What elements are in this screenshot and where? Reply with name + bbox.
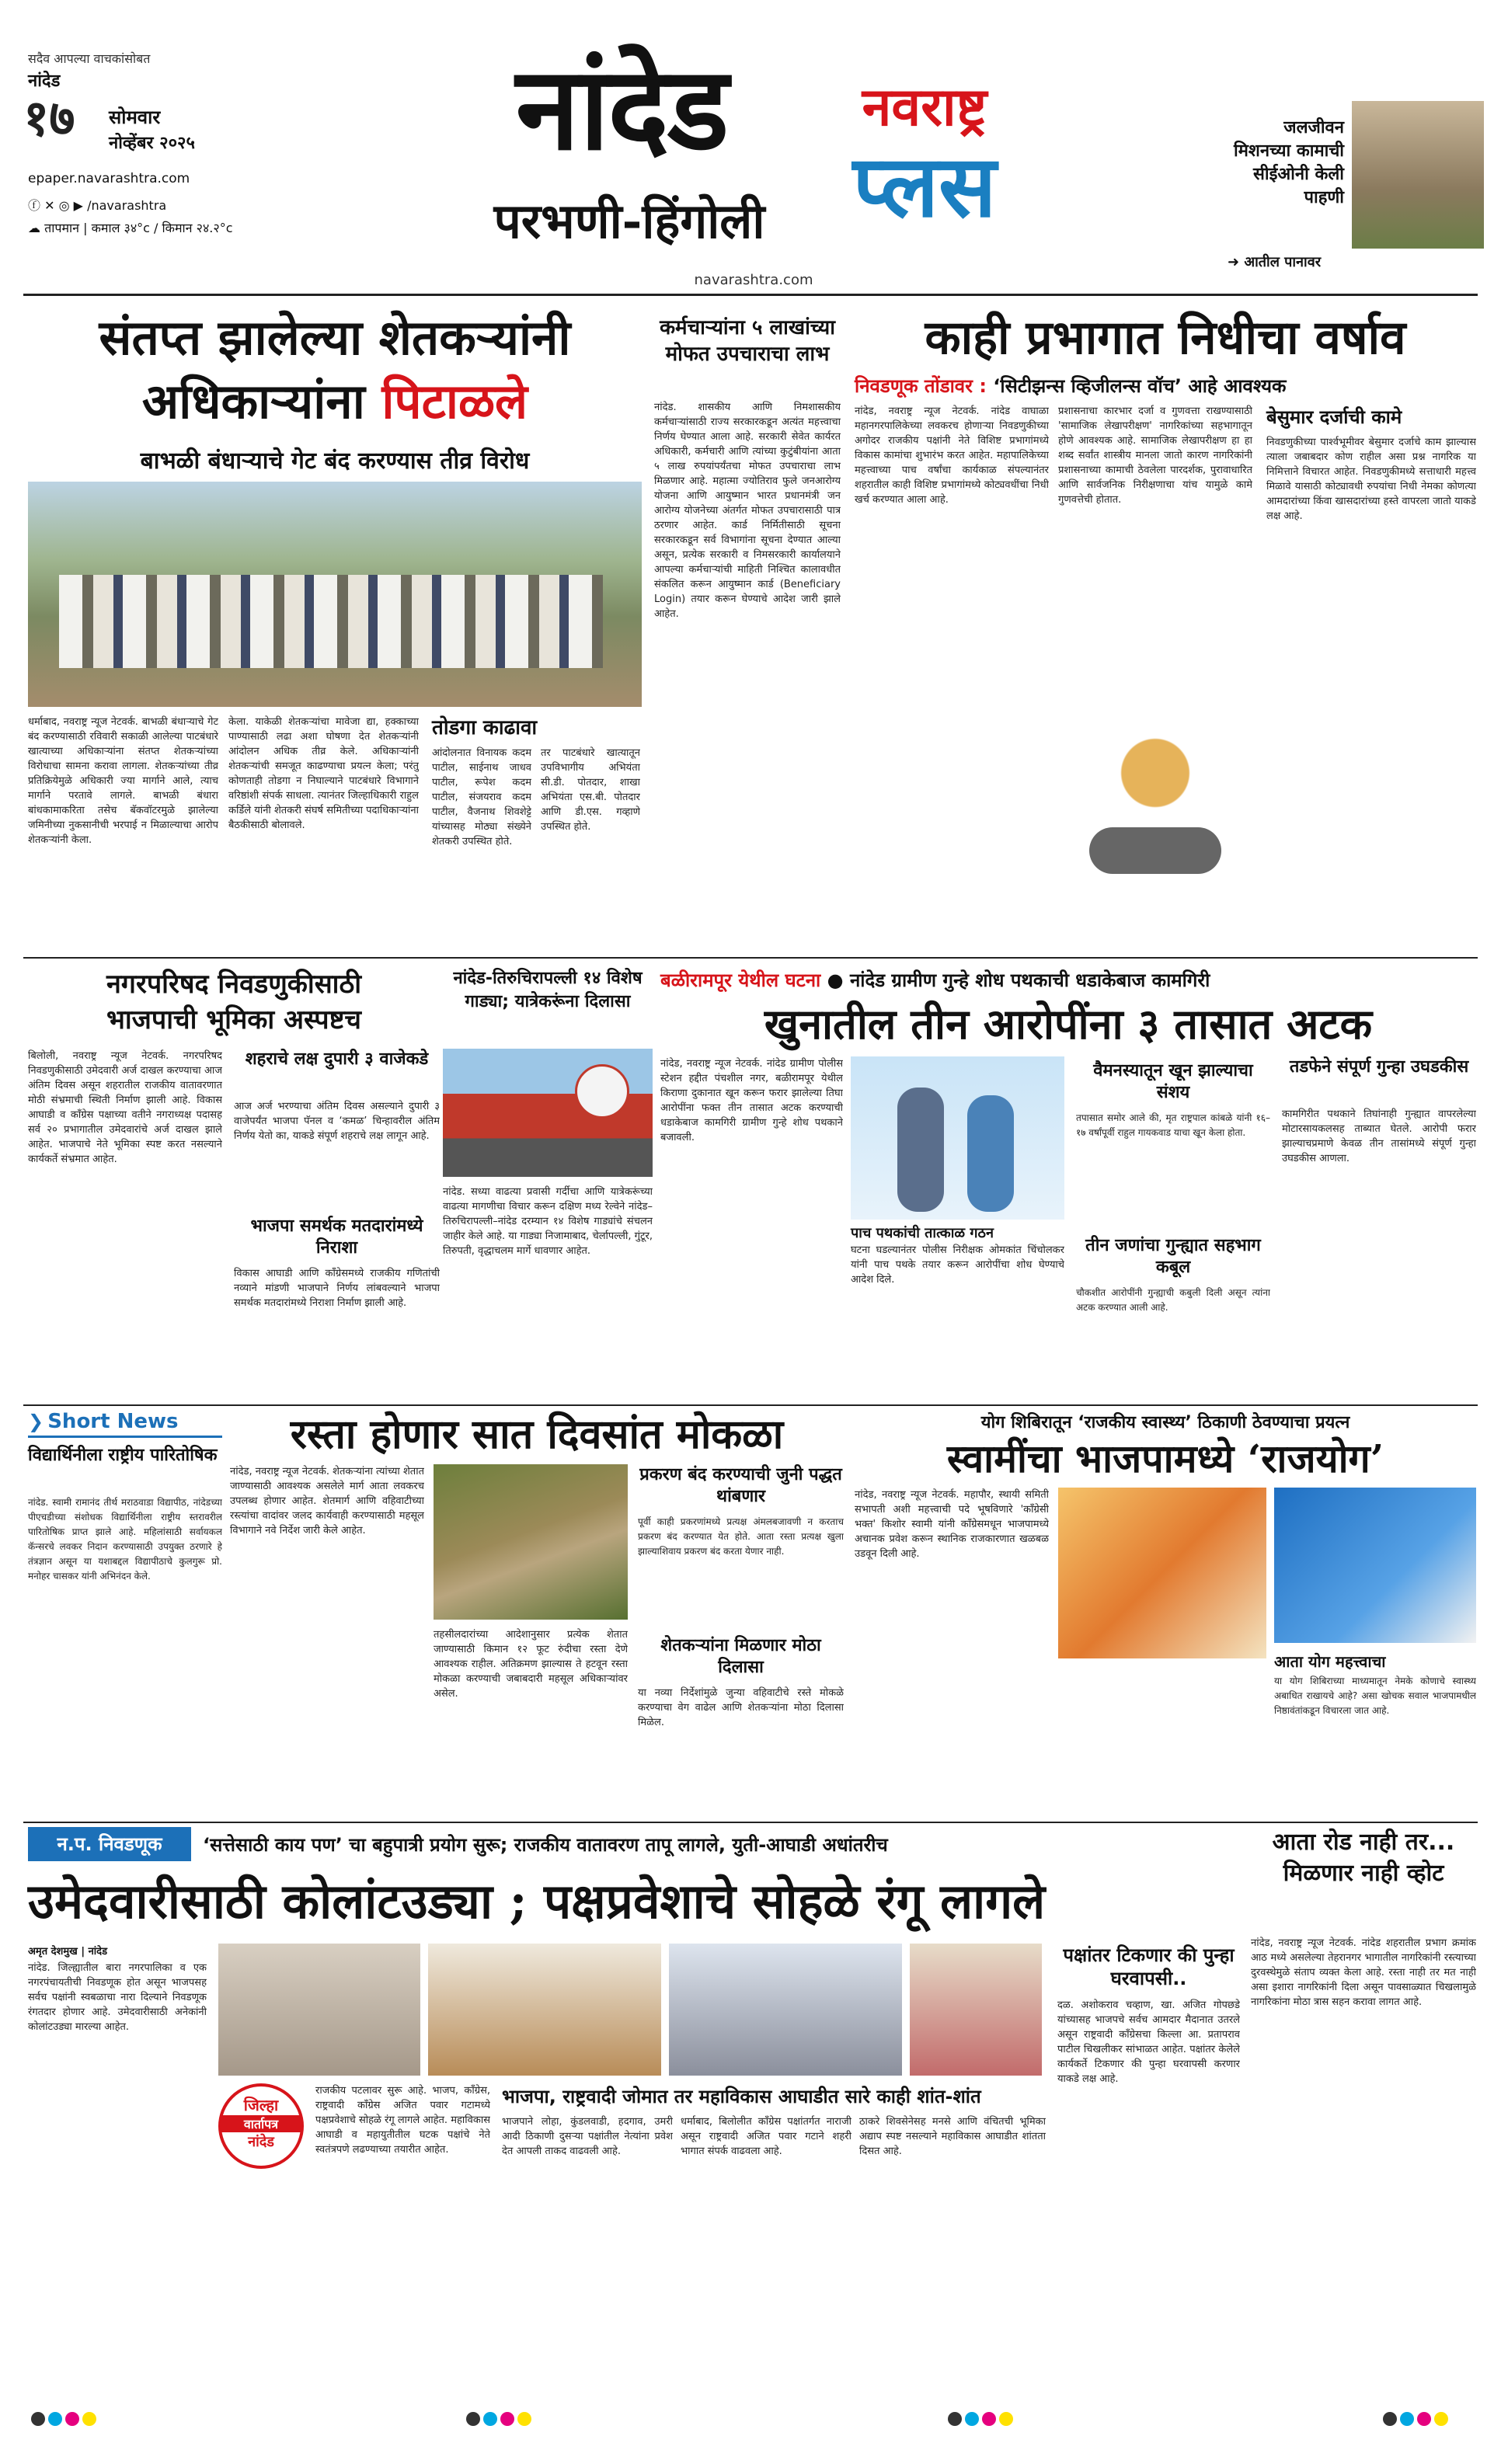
story-road-clearance — [230, 1410, 844, 1818]
weather-strip — [28, 219, 233, 236]
story-bjp-role — [28, 967, 440, 1402]
story3-kicker-text: ‘सिटीझन्स व्हिजीलन्स वॉच’ आहे आवश्यक — [993, 375, 1287, 397]
youtube-icon[interactable]: ▶ — [73, 198, 83, 213]
masthead-tagline: सदैव आपल्या वाचकांसोबत — [28, 51, 151, 66]
reg-mark — [483, 2412, 497, 2426]
story7-box2-body: या नव्या निर्देशांमुळे जुन्या वहिवाटीचे रस्ते मोकळे करण्याचा वेग वाढेल आणि शेतकऱ्यांना मोठा दिलासा मिळेल. — [638, 1687, 844, 1728]
reg-mark — [1417, 2412, 1431, 2426]
story2-headline: कर्मचाऱ्यांना ५ लाखांच्या मोफत उपचाराचा लाभ — [660, 316, 835, 366]
short-news-title: विद्यार्थिनीला राष्ट्रीय पारितोषिक — [28, 1446, 218, 1465]
registration-marks — [0, 2404, 1501, 2435]
masthead-rule — [23, 294, 1478, 296]
story1-headline-red: पिटाळले — [381, 373, 528, 430]
story9-sub-col2: धर्माबाद, बिलोलीत काँग्रेस पक्षांतर्गत नाराजी असून राष्ट्रवादी अजित पवार गटाने शहरी भागात संपर्क वाढवला आहे. — [681, 2116, 851, 2157]
reg-mark — [466, 2412, 480, 2426]
story1-box-title: तोडगा काढावा — [432, 716, 538, 740]
date-number: १७ — [23, 90, 75, 148]
story7-body-col1: नांदेड, नवराष्ट्र न्यूज नेटवर्क. शेतकऱ्यांना त्यांच्या शेतात जाण्यासाठी आवश्यक असलेले मार्ग आता लवकरच उपलब्ध होणार आहेत. शेतमार्ग आणि वहिवाटीच्या रस्त्यांचा वादांवर जलद कार्यवाही करण्यासाठी महसूल विभागाने नवे निर्देश जारी केले आहेत. — [230, 1466, 424, 1537]
story8-yoga-photo — [1058, 1488, 1266, 1658]
paper-subtitle: परभणी-हिंगोली — [493, 193, 765, 249]
day-name: सोमवार — [109, 106, 161, 128]
story8-side-body: या योग शिबिराच्या माध्यमातून नेमके कोणाचे स्वास्थ्य अबाधित राखायचे आहे? असा खोचक सवाल भाजपामधील निष्ठावंतांकडून विचारला जात आहे. — [1274, 1676, 1476, 1716]
story5-headline: नांदेड-तिरुचिरापल्ली १४ विशेष गाड्या; यात्रेकरूंना दिलासा — [453, 969, 643, 1011]
month-year: नोव्हेंबर २०२५ — [109, 134, 195, 153]
story1-headline-line2 — [28, 371, 642, 433]
reg-mark — [982, 2412, 996, 2426]
story5-body: नांदेड. सध्या वाढत्या प्रवासी गर्दीचा आणि यात्रेकरूंच्या वाढत्या मागणीचा विचार करून दक्षिण मध्य रेल्वेने नांदेड–तिरुचिरापल्ली–नांदेड दरम्यान १४ विशेष गाड्यांचे संचलन जाहीर केले आहे. या गाड्या निजामाबाद, चेर्लापल्ली, गुंटूर, तिरुपती, वृद्धाचलम मार्गे धावणार आहेत. — [443, 1186, 653, 1257]
story3-headline: काही प्रभागात निधीचा वर्षाव — [925, 311, 1406, 365]
reg-mark — [517, 2412, 531, 2426]
social-handle: /navarashtra — [87, 198, 167, 213]
story-murder-arrest — [660, 967, 1476, 1402]
story8-side-title: आता योग महत्त्वाचा — [1274, 1652, 1386, 1671]
story3-kicker — [855, 373, 1476, 398]
story6-kicker-red: बळीरामपूर येथील घटना — [660, 969, 821, 991]
story8-leader-photo — [1274, 1488, 1476, 1643]
reg-mark — [31, 2412, 45, 2426]
short-news — [28, 1410, 222, 1818]
story6-side2-title: तीन जणांचा गुन्ह्यात सहभाग कबूल — [1085, 1236, 1261, 1277]
facebook-icon[interactable]: ⓕ — [28, 198, 41, 213]
story3-body-col1: नांदेड, नवराष्ट्र न्यूज नेटवर्क. नांदेड वाघाळा महानगरपालिकेच्या लवकरच होणाऱ्या निवडणुकीच्या अगोदर राजकीय पक्षांनी नेते विशिष्ट प्रभागांमध्ये विकास कामांचा शुभारंभ करत आहेत. महापालिकेच्या महत्त्वाच्या पाच वर्षांचा कार्यकाळ संपल्यानंतर शहरातील काही विशिष्ट प्रभागांमध्ये कोट्यवधींचा निधी खर्च करण्यात आला आहे. — [855, 405, 1049, 506]
story7-box-title: प्रकरण बंद करण्याची जुनी पद्धत थांबणार — [639, 1465, 842, 1506]
story9-label: न.प. निवडणूक — [28, 1827, 191, 1861]
masthead — [0, 0, 1501, 295]
story1-subhead: बाभळी बंधाऱ्याचे गेट बंद करण्यास तीव्र विरोध — [140, 447, 530, 475]
brand-bottom: प्लस — [852, 136, 997, 236]
short-news-body: नांदेड. स्वामी रामानंद तीर्थ मराठवाडा विद्यापीठ, नांदेडच्या पीएचडीच्या संशोधक विद्यार्थिनीला राष्ट्रीय स्तरावरील पारितोषिक प्राप्त झाले आहे. महिलांसाठी सर्वायकल कॅन्सरचे लवकर निदान करण्यासाठी उपयुक्त ठरणारे हे तंत्रज्ञान असून या यशाबद्दल विद्यापीठाचे कुलगुरू प्रो. मनोहर चासकर यांनी अभिनंदन केले. — [28, 1497, 222, 1582]
story9-side-title: पक्षांतर टिकणार की पुन्हा घरवापसी.. — [1063, 1944, 1235, 1989]
chevron-right-icon: ❯ — [28, 1411, 44, 1432]
story3-illustration — [1058, 695, 1252, 889]
story6-box-title: पाच पथकांची तात्काळ गठन — [851, 1225, 994, 1241]
story8-headline: स्वामींचा भाजपामध्ये ‘राजयोग’ — [946, 1436, 1384, 1481]
bullet-icon: ● — [827, 969, 844, 991]
district-stamp — [218, 2083, 304, 2169]
reg-mark — [500, 2412, 514, 2426]
paper-title: नांदेड — [515, 40, 728, 176]
story7-body-col2: तहसीलदारांच्या आदेशानुसार प्रत्येक शेतात जाण्यासाठी किमान १२ फूट रुंदीचा रस्ता देणे आवश्यक राहील. अतिक्रमण झाल्यास ते हटवून रस्ता मोकळा करण्याची जबाबदारी महसूल अधिकाऱ्यांवर असेल. — [434, 1629, 628, 1700]
story1-headline-black: अधिकाऱ्यांना — [141, 373, 365, 430]
story-farmers-protest — [28, 307, 642, 967]
story-special-trains — [443, 967, 653, 1402]
teaser-text: जलजीवन मिशनच्या कामाची सीईओनी केली पाहणी — [1234, 118, 1344, 207]
story6-side3-title: तडफेने संपूर्ण गुन्हा उघडकीस — [1289, 1057, 1469, 1077]
story6-side3-body: कामगिरीत पथकाने तिघांनाही गुन्ह्यात वापरलेल्या मोटारसायकलसह ताब्यात घेतले. आरोपी फरार झाल्याचप्रमाणे केवळ तीन तासांमध्ये संपूर्ण गुन्हा उघडकीस आणला. — [1282, 1108, 1476, 1164]
instagram-icon[interactable]: ◎ — [58, 198, 70, 213]
story3-side-head: बेसुमार दर्जाची कामे — [1266, 406, 1402, 428]
section-rule-3 — [23, 1822, 1478, 1823]
story6-kicker — [660, 967, 1476, 993]
story9-photo3 — [669, 1944, 902, 2076]
section-rule-1 — [23, 957, 1478, 959]
reg-mark — [948, 2412, 962, 2426]
section-rule-2 — [23, 1404, 1478, 1406]
stamp-bottom: नांदेड — [248, 2134, 274, 2150]
story7-box2-title: शेतकऱ्यांना मिळणार मोठा दिलासा — [660, 1636, 821, 1677]
story-defections — [28, 1827, 1240, 2386]
story3-body-col2: प्रशासनाचा कारभार दर्जा व गुणवत्ता राखण्यासाठी 'सामाजिक लेखापरीक्षण' नागरिकांच्या सहभागातून होणे आवश्यक आहे. सामाजिक लेखापरीक्षण हा हा शब्द सर्वांत शास्त्रीय मानला जातो कारण नागरिकांनी प्रशासनाच्या कामाची ठेवलेला पारदर्शक, पुरावाधारित आणि सार्वजनिक निरीक्षणाचा यांच यामुळे कामे गुणवत्तेची होतात. — [1058, 405, 1252, 506]
story9-byline: अमृत देशमुख | नांदेड — [28, 1946, 108, 1958]
masthead-city: नांदेड — [28, 71, 61, 91]
reg-mark — [1400, 2412, 1414, 2426]
story1-box-col2: तर पाटबंधारे खात्यातून उपविभागीय अभियंता सी.डी. पोतदार, शाखा अभियंता एस.बी. पोतदार आणि डी.एस. गव्हाणे उपस्थित होते. — [541, 747, 640, 833]
story6-box-body: घटना घडल्यानंतर पोलीस निरीक्षक ओमकांत चिंचोलकर यांनी पाच पथके तयार करून आरोपींचा शोध घेण्याचे आदेश दिले. — [851, 1244, 1064, 1286]
story1-body-col2: केला. याकेळी शेतकऱ्यांचा मावेजा द्या, हक्काच्या पाण्यासाठी लढा अशा घोषणा देत शेतकऱ्यांनी आंदोलन अधिक तीव्र केले. अधिकाऱ्यांनी शेतकऱ्यांची समजूत काढण्याचा प्रयत्न केला; परंतु कोणताही तोडगा न निघाल्याने पाटबंधारे विभागाने वरिष्ठांशी संपर्क साधला. त्यानंतर जिल्हाधिकारी राहुल कर्डिले यांनी शेतकरी संघर्ष समितीच्या पदाधिकाऱ्यांना बैठकीसाठी बोलावले. — [228, 716, 419, 831]
reg-mark — [999, 2412, 1013, 2426]
story4-headline-line1: नगरपरिषद निवडणुकीसाठी — [106, 969, 362, 1000]
story7-box-body: पूर्वी काही प्रकरणांमध्ये प्रत्यक्ष अंमलबजावणी न करताच प्रकरण बंद करण्यात येत होते. आता रस्ता प्रत्यक्ष खुला झाल्याशिवाय प्रकरण बंद करता येणार नाही. — [638, 1516, 844, 1557]
stamp-top: जिल्हा — [243, 2096, 279, 2114]
stamp-mid: वार्तापत्र — [221, 2115, 301, 2132]
reg-mark — [1383, 2412, 1397, 2426]
teaser-link-label: आतील पानावर — [1244, 254, 1322, 270]
story1-headline-line1: संतप्त झालेल्या शेतकऱ्यांनी — [99, 309, 571, 366]
story-no-road-no-vote — [1251, 1827, 1476, 2386]
story9-photo4 — [910, 1944, 1042, 2076]
story7-road-photo — [434, 1464, 628, 1620]
story4-sub2-body: विकास आघाडी आणि काँग्रेसमध्ये राजकीय गणितांची नव्याने मांडणी भाजपाने निर्णय लांबवल्याने भाजपा समर्थक मतदारांमध्ये निराशा निर्माण झाली आहे. — [234, 1268, 440, 1309]
reg-mark — [65, 2412, 79, 2426]
website-url[interactable]: navarashtra.com — [694, 272, 813, 288]
weather-icon: ☁ — [28, 221, 40, 235]
social-icons — [28, 196, 166, 214]
story6-body: नांदेड, नवराष्ट्र न्यूज नेटवर्क. नांदेड ग्रामीण पोलीस स्टेशन हद्दीत पंचशील नगर, बळीरामपूर येथील किराणा दुकानात खून करून फरार झालेल्या तिघा आरोपींना फक्त तीन तासात अटक करण्याची धडाकेबाज कामगिरी ग्रामीण गुन्हे शोध पथकाने बजावली. — [660, 1058, 843, 1143]
story4-headline-line2: भाजपाची भूमिका अस्पष्टच — [106, 1004, 362, 1035]
story1-photo — [28, 482, 642, 707]
story2-body: नांदेड. शासकीय आणि निमशासकीय कर्मचाऱ्यांसाठी राज्य सरकारकडून अत्यंत महत्त्वाचा निर्णय घेण्यात आला आहे. सरकारी सेवेत कार्यरत अधिकारी, कर्मचारी आणि त्यांच्या कुटुंबीयांना आता ५ लाख रुपयांपर्यंतचा मोफत उपचाराचा लाभ मिळणार आहे. महात्मा ज्योतिराव फुले जनआरोग्य योजना आणि आयुष्मान भारत प्रधानमंत्री जन आरोग्य योजनेच्या अंतर्गत मोफत उपचारासाठी पात्र ठरणार आहेत. कार्ड निर्मितीसाठी सूचना सरकारकडून सर्व विभागांना सूचना देण्यात आल्या असून, प्रत्येक सरकारी व निमसरकारी कार्यालयाने आपल्या कर्मचाऱ्यांची माहिती निश्चित कालावधीत संकलित करून आयुष्मान कार्ड (Beneficiary Login) तयार करून घेण्याचे आदेश जारी झाले आहेत. — [654, 402, 841, 620]
story1-box-col1: आंदोलनात विनायक कदम पाटील, साईनाथ जाधव पाटील, रूपेश कदम पाटील, संजयराव कदम पाटील, वैजनाथ शिवशेट्टे यांच्यासह मोठ्या संख्येने शेतकरी उपस्थित होते. — [432, 747, 531, 847]
story9-side-body: दळ. अशोकराव चव्हाण, खा. अजित गोपछडे यांच्यासह भाजपचे सर्वच आमदार मैदानात उतरले असून राष्ट्रवादी काँग्रेसचा किल्ला आ. प्रतापराव पाटील चिखलीकर सांभाळत आहेत. पक्षांतर केलेले कार्यकर्ते टिकणार की पुन्हा घरवापसी करणार याकडे लक्ष आहे. — [1057, 1999, 1240, 2085]
story5-train-photo — [443, 1049, 653, 1177]
arrow-icon: ➜ — [1228, 254, 1240, 270]
story6-side2-body: चौकशीत आरोपींनी गुन्ह्याची कबुली दिली असून त्यांना अटक करण्यात आली आहे. — [1076, 1287, 1270, 1313]
story9-kicker: ‘सत्तेसाठी काय पण’ चा बहुपात्री प्रयोग सुरू; राजकीय वातावरण तापू लागले, युती-आघाडी अधांतरीच — [203, 1834, 888, 1856]
story4-sub1-body: आज अर्ज भरण्याचा अंतिम दिवस असल्याने दुपारी ३ वाजेपर्यंत भाजपा पॅनल व ‘कमळ’ चिन्हावरील अंतिम निर्णय येतो का, याकडे संपूर्ण शहराचे लक्ष लागून आहे. — [234, 1101, 440, 1142]
story9-body-col2: राजकीय पटलावर सुरू आहे. भाजप, काँग्रेस, राष्ट्रवादी काँग्रेस अजित पवार गटामध्ये पक्षप्रवेशाचे सोहळे रंगू लागले आहेत. महाविकास आघाडी व महायुतीतील घटक पक्षांचे नेते स्वतंत्रपणे लढण्याच्या तयारीत आहेत. — [315, 2085, 490, 2156]
reg-mark — [1434, 2412, 1448, 2426]
x-icon[interactable]: ✕ — [44, 198, 55, 213]
epaper-url[interactable]: epaper.navarashtra.com — [28, 171, 190, 186]
story6-side1-title: वैमनस्यातून खून झाल्याचा संशय — [1093, 1061, 1253, 1102]
story3-body-col3: निवडणुकीच्या पार्श्वभूमीवर बेसुमार दर्जाचे काम झाल्यास त्याला जबाबदार कोण राहील असा प्रश्न नागरिक या निमित्ताने विचारत आहेत. निवडणुकीमध्ये सत्ताधारी महत्त्व मिळावे यासाठी कोट्यावधी रुपयांचा निधी नेमका कोणत्या आमदारांच्या किंवा खासदारांच्या हस्ते वापरला जातो याकडे लक्ष आहे. — [1266, 437, 1476, 522]
story1-body-col1: धर्माबाद, नवराष्ट्र न्यूज नेटवर्क. बाभळी बंधाऱ्याचे गेट बंद करण्यासाठी रविवारी सकाळी आलेल्या पाटबंधारे खात्याच्या अधिकाऱ्यांना संतप्त शेतकऱ्यांच्या विरोधाचा सामना करावा लागला. शेतकऱ्यांच्या तीव्र प्रतिक्रियेमुळे अधिकारी ज्या मार्गाने आले, त्याच मार्गाने परतावे लागले. बाभळी बंधारा बांधकामाकरिता तसेच बॅकवॉटरमुळे झालेल्या जमिनीच्या नुकसानीची भरपाई न मिळाल्याचा आरोप शेतकऱ्यांनी केला. — [28, 716, 218, 846]
short-news-label-text: Short News — [47, 1410, 179, 1433]
story7-headline: रस्ता होणार सात दिवसांत मोकळा — [290, 1411, 784, 1458]
story9-body-col1: नांदेड. जिल्ह्यातील बारा नगरपालिका व एक नगरपंचायतीची निवडणूक होत असून भाजपसह सर्वच पक्षांनी स्वबळाचा नारा दिल्याने निवडणूक रंगतदार होणार आहे. उमेदवारीसाठी अनेकांनी कोलांटउड्या मारल्या आहेत. — [28, 1962, 207, 2033]
story10-headline: आता रोड नाही तर... मिळणार नाही व्होट — [1272, 1829, 1455, 1887]
story9-photo2 — [428, 1944, 661, 2076]
reg-mark — [48, 2412, 62, 2426]
weather-text: तापमान | कमाल ३४°c / किमान २४.२°c — [44, 221, 233, 235]
story4-sub1: शहराचे लक्ष दुपारी ३ वाजेकडे — [245, 1049, 429, 1069]
story9-sub-col3: ठाकरे शिवसेनेसह मनसे आणि वंचितची भूमिका अद्याप स्पष्ट नसल्याने महाविकास आघाडीत शांतता दिसत आहे. — [859, 2116, 1046, 2157]
story6-kicker-text: नांदेड ग्रामीण गुन्हे शोध पथकाची धडाकेबाज कामगिरी — [849, 969, 1210, 991]
story4-body: बिलोली, नवराष्ट्र न्यूज नेटवर्क. नगरपरिषद निवडणुकीसाठी उमेदवारी अर्ज दाखल करण्याचा आज अंतिम दिवस असून शहरातील राजकीय वातावरणात मोठी संभ्रमाची स्थिती निर्माण झाली आहे. विकास आघाडी व काँग्रेस पक्षाच्या वतीने नगराध्यक्ष पदासह सर्व २० प्रभागातील उमेदवारांचे अर्ज दाखल झाले आहेत. भाजपाचे नेते भूमिका स्पष्ट करत नसल्याने कार्यकर्ते संभ्रमात आहेत. — [28, 1050, 222, 1165]
short-news-label — [28, 1410, 222, 1438]
brand-top: नवराष्ट्र — [862, 76, 987, 138]
story8-kicker: योग शिबिरातून ‘राजकीय स्वास्थ्य’ ठिकाणी ठेवण्याचा प्रयत्न — [980, 1413, 1350, 1432]
teaser-link[interactable] — [1228, 252, 1321, 271]
reg-mark — [965, 2412, 979, 2426]
story9-photo1 — [218, 1944, 420, 2076]
story9-sub-head: भाजपा, राष्ट्रवादी जोमात तर महाविकास आघाडीत सारे काही शांत-शांत — [502, 2086, 981, 2107]
story8-body: नांदेड, नवराष्ट्र न्यूज नेटवर्क. महापौर, स्थायी समिती सभापती अशी महत्त्वाची पदे भूषविणारे 'काँग्रेसी भक्त' किशोर स्वामी यांनी काँग्रेसमधून भाजपामध्ये अचानक प्रवेश करून स्थानिक राजकारणात खळबळ उडवून दिली आहे. — [855, 1489, 1049, 1560]
story-employees-health — [654, 307, 841, 967]
story9-headline: उमेदवारीसाठी कोलांटउड्या ; पक्षप्रवेशाचे सोहळे रंगू लागले — [28, 1873, 1046, 1930]
story6-headline: खुनातील तीन आरोपींना ३ तासात अटक — [764, 999, 1373, 1049]
story9-sub-col1: भाजपाने लोहा, कुंडलवाडी, हदगाव, उमरी आदी ठिकाणी दुसऱ्या पक्षांतील नेत्यांना प्रवेश देत आपली ताकद वाढवली आहे. — [502, 2116, 673, 2157]
story6-illustration — [851, 1056, 1064, 1220]
story-swami-bjp — [855, 1410, 1476, 1818]
story-fund-shower — [855, 307, 1476, 967]
story6-side1-body: तपासात समोर आले की, मृत राष्ट्रपाल कांबळे यांनी १६–१७ वर्षांपूर्वी राहुल गायकवाड याचा खून केला होता. — [1076, 1112, 1270, 1138]
story3-kicker-red: निवडणूक तोंडावर : — [855, 375, 987, 397]
teaser-photo — [1352, 101, 1484, 249]
reg-mark — [82, 2412, 96, 2426]
teaser-box[interactable] — [1228, 101, 1484, 272]
story4-sub2: भाजपा समर्थक मतदारांमध्ये निराशा — [250, 1216, 423, 1258]
story10-body: नांदेड, नवराष्ट्र न्यूज नेटवर्क. नांदेड शहरातील प्रभाग क्रमांक आठ मध्ये असलेल्या तेहरानगर भागातील नागरिकांनी रस्त्याच्या दुरवस्थेमुळे संताप व्यक्त केला आहे. रस्ता नाही तर मत नाही असा इशारा नागरिकांनी दिला असून पावसाळ्यात चिखलामुळे नागरिकांना मोठा त्रास सहन करावा लागत आहे. — [1251, 1937, 1476, 2008]
